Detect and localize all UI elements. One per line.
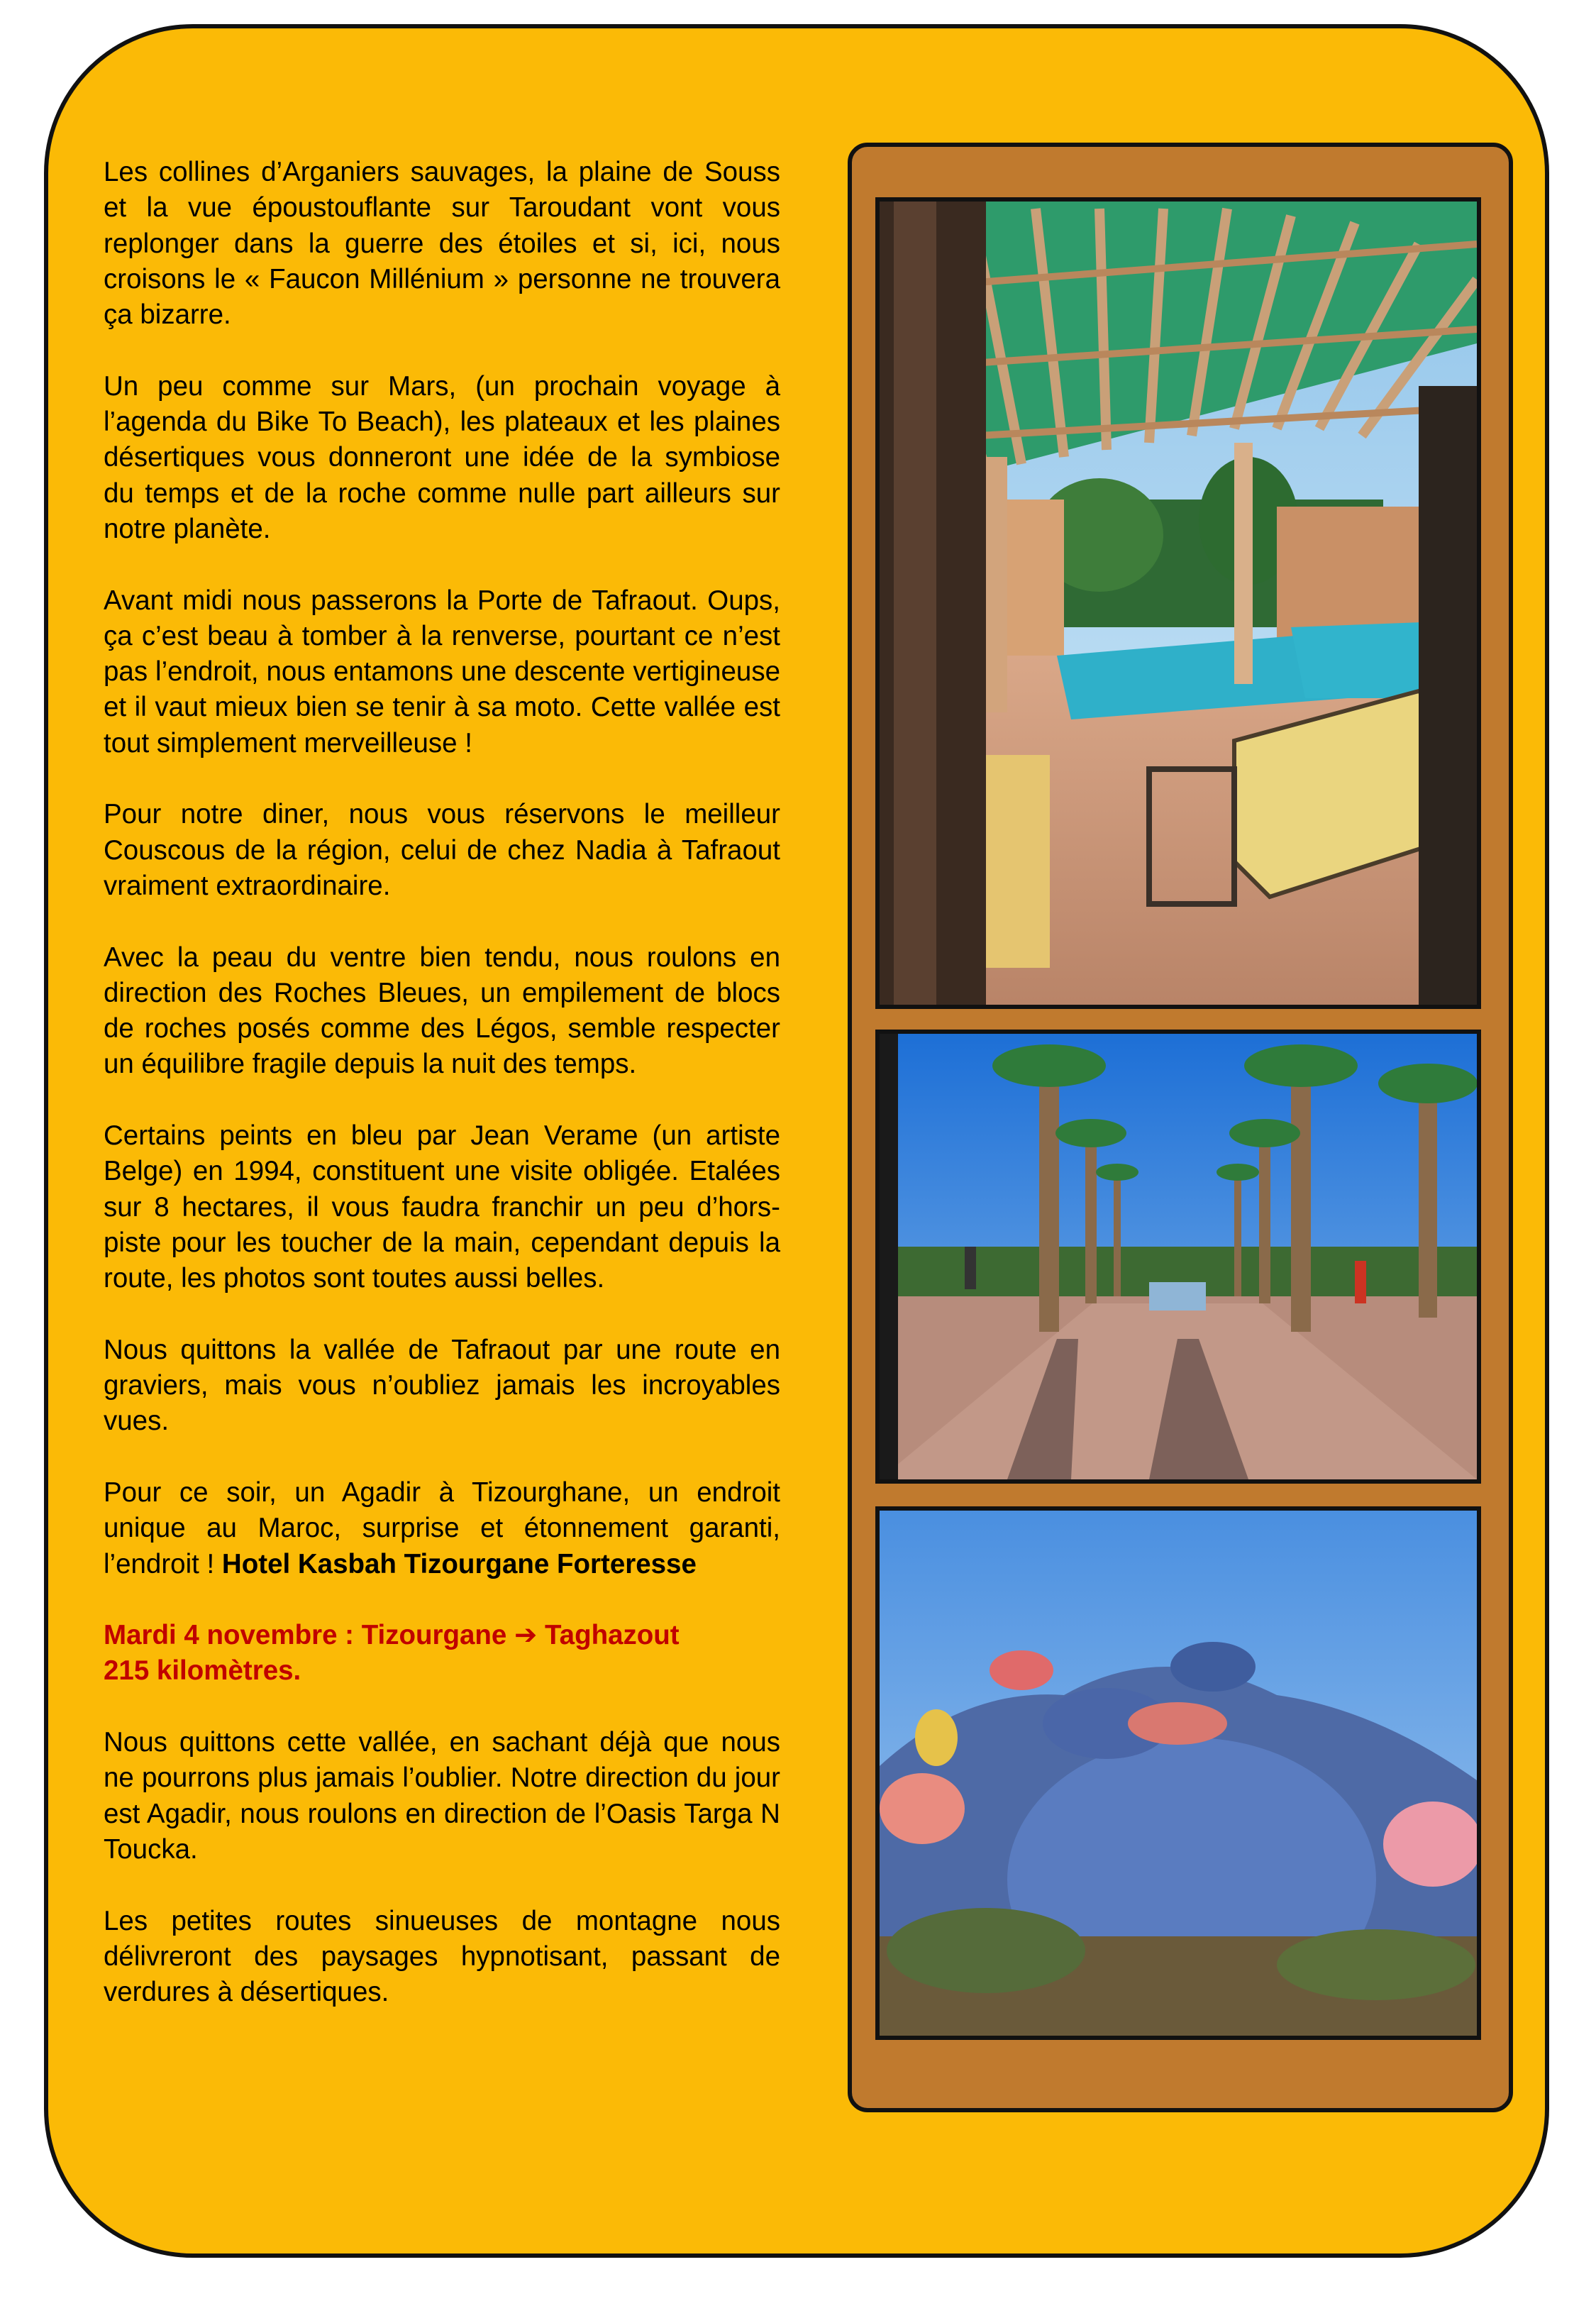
photo-palm-avenue [875, 1030, 1481, 1484]
hotel-paragraph [104, 1475, 780, 1582]
photo-hotel-courtyard [875, 197, 1481, 1009]
day-heading-start: Mardi 4 novembre : Tizourgane [104, 1620, 515, 1651]
hotel-name: Hotel Kasbah Tizourgane Forteresse [221, 1548, 697, 1579]
hotel-intro: Pour ce soir, un Agadir à Tizourghane, un endroit unique au Maroc, surprise et étonnement garanti, l’endroit ! [104, 1477, 780, 1579]
paragraph: Avant midi nous passerons la Porte de Tafraout. Oups, ça c’est beau à tomber à la renverse, pourtant ce n’est pas l’endroit, nous entamons une descente vertigineuse et il vaut mieux bien se tenir à sa moto. Cette vallée est tout simplement merveilleuse ! [104, 585, 780, 758]
day-heading-distance: 215 kilomètres. [104, 1655, 301, 1687]
day-heading [104, 1618, 780, 1689]
paragraph: Un peu comme sur Mars, (un prochain voyage à l’agenda du Bike To Beach), les plateaux et les plaines désertiques vous donneront une idée de la symbiose du temps et de la roche comme nulle part ailleurs sur notre planète. [104, 370, 780, 544]
article-text [104, 155, 780, 2010]
paragraph: Nous quittons cette vallée, en sachant déjà que nous ne pourrons plus jamais l’oublier. Notre direction du jour est Agadir, nous roulons en direction de l’Oasis Targa N Toucka. [104, 1727, 780, 1865]
paragraph: Nous quittons la vallée de Tafraout par une route en graviers, mais vous n’oubliez jamais les incroyables vues. [104, 1334, 780, 1437]
photo-painted-rocks [875, 1506, 1481, 2040]
paragraph: Avec la peau du ventre bien tendu, nous roulons en direction des Roches Bleues, un empilement de blocs de roches posés comme des Légos, semble respecter un équilibre fragile depuis la nuit des temps. [104, 942, 780, 1080]
paragraph: Les collines d’Arganiers sauvages, la plaine de Souss et la vue époustouflante sur Taroudant vont vous replonger dans la guerre des étoiles et si, ici, nous croisons le « Faucon Millénium » personne ne trouvera ça bizarre. [104, 157, 780, 331]
day-heading-destination: Taghazout [537, 1620, 680, 1651]
paragraph: Les petites routes sinueuses de montagne nous délivreront des paysages hypnotisant, passant de verdures à désertiques. [104, 1905, 780, 2008]
arrow-right-icon: ➔ [514, 1619, 538, 1652]
paragraph: Pour notre diner, nous vous réservons le meilleur Couscous de la région, celui de chez Nadia à Tafraout vraiment extraordinaire. [104, 799, 780, 901]
paragraph: Certains peints en bleu par Jean Verame (un artiste Belge) en 1994, constituent une visite obligée. Etalées sur 8 hectares, il vous faudra franchir un peu d’hors-piste pour les toucher de la main, cependant depuis la route, les photos sont toutes aussi belles. [104, 1120, 780, 1294]
